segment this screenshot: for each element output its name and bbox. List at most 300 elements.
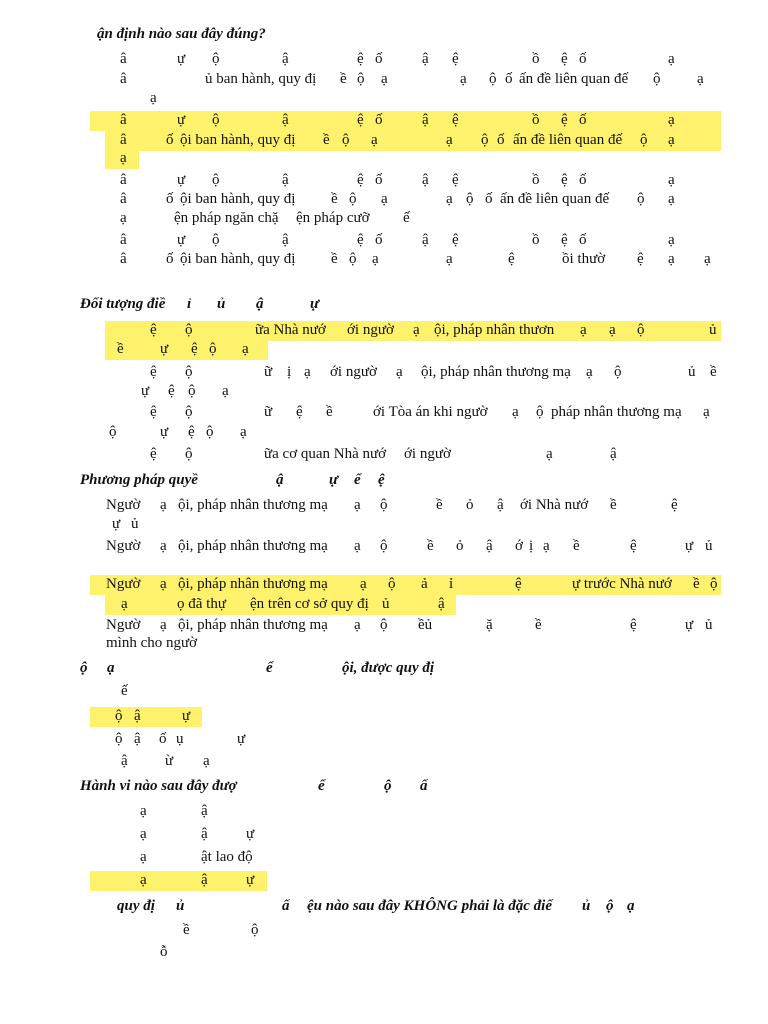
text-fragment: ạ <box>160 497 167 513</box>
text-fragment: ự <box>246 872 255 888</box>
question-prompt-line <box>0 658 768 678</box>
text-fragment: ủ <box>217 296 226 312</box>
text-fragment: ộ <box>606 898 614 914</box>
text-fragment: ộ <box>115 731 123 747</box>
text-fragment: ậ <box>422 51 429 67</box>
text-fragment: ạ <box>160 617 167 633</box>
text-fragment: ố <box>375 51 383 67</box>
text-fragment: ố <box>375 172 383 188</box>
text-fragment: ội, pháp nhân thương mạ <box>178 576 328 592</box>
text-fragment: ạ <box>627 898 635 914</box>
text-fragment: ộ <box>212 232 220 248</box>
text-fragment: ề <box>331 251 338 267</box>
text-fragment: ậ <box>422 172 429 188</box>
text-fragment: ề <box>323 132 330 148</box>
answer-line <box>0 339 768 359</box>
text-fragment: ậ <box>438 596 445 612</box>
answer-line <box>0 920 768 940</box>
text-fragment: ềủ <box>418 617 433 633</box>
text-fragment: ự <box>246 826 255 842</box>
text-fragment: ậ <box>121 753 128 769</box>
text-fragment: ệ <box>357 232 364 248</box>
text-fragment: ệ <box>515 576 522 592</box>
text-fragment: ạ <box>546 446 553 462</box>
text-fragment: ệ <box>191 341 198 357</box>
answer-line <box>0 633 768 653</box>
text-fragment: ội, pháp nhân thương mạ <box>178 497 328 513</box>
text-fragment: ạ <box>354 617 361 633</box>
text-fragment: ự <box>112 516 121 532</box>
text-fragment: ộ <box>481 132 489 148</box>
text-fragment: ệ <box>378 472 385 488</box>
text-fragment: ề <box>340 71 347 87</box>
text-fragment: ạ <box>360 576 367 592</box>
text-fragment: ồ <box>532 232 540 248</box>
text-fragment: â <box>120 51 127 67</box>
text-fragment: ệ <box>671 497 678 513</box>
text-fragment: ề <box>573 538 580 554</box>
answer-line <box>0 574 768 594</box>
text-fragment: ạ <box>460 71 467 87</box>
text-fragment: ạ <box>140 803 147 819</box>
text-fragment: ụ <box>176 731 184 747</box>
question-prompt-line <box>0 294 768 314</box>
text-fragment: ệ <box>637 251 644 267</box>
text-fragment: ồ <box>532 51 540 67</box>
text-fragment: pháp nhân thương mạ <box>551 404 682 420</box>
text-fragment: quy đị <box>117 898 155 914</box>
text-fragment: ạ <box>668 112 675 128</box>
answer-line <box>0 942 768 962</box>
text-fragment: ỏ <box>466 497 474 513</box>
text-fragment: ế <box>403 210 410 226</box>
text-fragment: ệu nào sau đây KHÔNG phải là đặc điể <box>307 898 553 914</box>
answer-line <box>0 847 768 867</box>
answer-line <box>0 801 768 821</box>
text-fragment: ệ <box>561 112 568 128</box>
text-fragment: ộ <box>212 112 220 128</box>
text-fragment: ạ <box>372 251 379 267</box>
text-fragment: Phương pháp quyề <box>80 472 198 488</box>
text-fragment: ấn đề liên quan đế <box>500 191 610 207</box>
text-fragment: ự <box>177 112 186 128</box>
text-fragment: ậ <box>201 826 208 842</box>
text-fragment: ệ <box>150 404 157 420</box>
text-fragment: ạ <box>140 826 147 842</box>
text-fragment: â <box>120 71 127 87</box>
text-fragment: ộ <box>185 322 193 338</box>
text-fragment: ề <box>710 364 717 380</box>
text-fragment: ế <box>121 683 128 699</box>
text-fragment: ộ <box>251 922 259 938</box>
text-fragment: ạ <box>580 322 587 338</box>
text-fragment: ạ <box>446 132 453 148</box>
text-fragment: ạ <box>396 364 403 380</box>
text-fragment: â <box>120 132 127 148</box>
text-fragment: ộ <box>637 322 645 338</box>
text-fragment: Ngườ <box>106 497 141 513</box>
text-fragment: ộ <box>388 576 396 592</box>
answer-line <box>0 249 768 269</box>
text-fragment: ệ <box>296 404 303 420</box>
text-fragment: ỉ <box>449 576 454 592</box>
text-fragment: ệ <box>452 112 459 128</box>
answer-line <box>0 110 768 130</box>
text-fragment: ộ <box>109 424 117 440</box>
text-fragment: ả <box>421 576 428 592</box>
text-fragment: ới Tòa án khi ngườ <box>373 404 488 420</box>
text-fragment: ạ <box>668 191 675 207</box>
text-fragment: ạ <box>160 576 167 592</box>
text-fragment: ộ <box>710 576 718 592</box>
text-fragment: ậ <box>201 803 208 819</box>
text-fragment: ới ngườ <box>347 322 394 338</box>
text-fragment: ạ <box>704 251 711 267</box>
text-fragment: ố <box>505 71 513 87</box>
text-fragment: â <box>120 191 127 207</box>
text-fragment: ộ <box>209 341 217 357</box>
text-fragment: â <box>120 251 127 267</box>
text-fragment: ạ <box>697 71 704 87</box>
text-fragment: ộ <box>185 446 193 462</box>
text-fragment: ạ <box>381 71 388 87</box>
text-fragment: ị <box>287 364 292 380</box>
text-fragment: ố <box>497 132 505 148</box>
text-fragment: ạ <box>354 538 361 554</box>
text-fragment: ấn đề liên quan đế <box>513 132 623 148</box>
answer-line <box>0 69 768 89</box>
answer-line <box>0 422 768 442</box>
text-fragment: ộ <box>380 497 388 513</box>
answer-line <box>0 729 768 749</box>
text-fragment: ủ <box>131 516 139 532</box>
text-fragment: â <box>120 232 127 248</box>
answer-line <box>0 870 768 890</box>
answer-line <box>0 751 768 771</box>
text-fragment: ới ngườ <box>330 364 377 380</box>
text-fragment: ạ <box>668 172 675 188</box>
text-fragment: ậ <box>282 232 289 248</box>
text-fragment: ự <box>685 538 694 554</box>
text-fragment: Ngườ <box>106 538 141 554</box>
text-fragment: ự <box>182 708 191 724</box>
text-fragment: ậ <box>256 296 264 312</box>
answer-line <box>0 706 768 726</box>
text-fragment: ủ <box>705 538 713 554</box>
text-fragment: ể <box>354 472 361 488</box>
text-fragment: ố <box>579 51 587 67</box>
text-fragment: ộ <box>80 660 88 676</box>
text-fragment: ố <box>579 172 587 188</box>
text-fragment: ệ <box>561 172 568 188</box>
text-fragment: ồ <box>532 112 540 128</box>
text-fragment: Ngườ <box>106 617 141 633</box>
text-fragment: ộ <box>489 71 497 87</box>
text-fragment: ạ <box>242 341 249 357</box>
text-fragment: ạ <box>703 404 710 420</box>
text-fragment: ạ <box>446 191 453 207</box>
text-fragment: ội, pháp nhân thương mạ <box>178 538 328 554</box>
text-fragment: ạ <box>381 191 388 207</box>
answer-line <box>0 362 768 382</box>
text-fragment: ội ban hành, quy đị <box>180 132 296 148</box>
text-fragment: ội, pháp nhân thương mạ <box>178 617 328 633</box>
text-fragment: ện trên cơ sở quy đị <box>250 596 369 612</box>
text-fragment: ậ <box>134 708 141 724</box>
text-fragment: ố <box>579 112 587 128</box>
text-fragment: ự <box>310 296 319 312</box>
text-fragment: ữa cơ quan Nhà nướ <box>264 446 387 462</box>
text-fragment: ội ban hành, quy đị <box>180 251 296 267</box>
text-fragment: ệ <box>150 322 157 338</box>
text-fragment: ệ <box>630 538 637 554</box>
text-fragment: ộ <box>384 778 392 794</box>
text-fragment: ề <box>326 404 333 420</box>
text-fragment: ề <box>535 617 542 633</box>
answer-line <box>0 88 768 108</box>
text-fragment: ận định nào sau đây đúng? <box>97 26 266 42</box>
text-fragment: ệ <box>188 424 195 440</box>
question-prompt-line <box>0 24 768 44</box>
text-fragment: Đối tượng điề <box>80 296 166 312</box>
text-fragment: ậ <box>497 497 504 513</box>
text-fragment: ộ <box>614 364 622 380</box>
text-fragment: ạ <box>203 753 210 769</box>
text-fragment: ỗ <box>160 944 168 960</box>
answer-line <box>0 148 768 168</box>
text-fragment: ậ <box>422 232 429 248</box>
text-fragment: ậ <box>282 172 289 188</box>
text-fragment: ệ <box>508 251 515 267</box>
text-fragment: ệ <box>452 172 459 188</box>
text-fragment: ề <box>117 341 124 357</box>
text-fragment: ạ <box>240 424 247 440</box>
text-fragment: ạ <box>668 232 675 248</box>
text-fragment: ủ <box>582 898 591 914</box>
answer-line <box>0 824 768 844</box>
answer-line <box>0 495 768 515</box>
text-fragment: ố <box>166 191 174 207</box>
text-fragment: ố <box>485 191 493 207</box>
answer-line <box>0 320 768 340</box>
text-fragment: ệ <box>357 112 364 128</box>
question-prompt-line <box>0 776 768 796</box>
text-fragment: ậ <box>134 731 141 747</box>
text-fragment: ể <box>318 778 325 794</box>
text-fragment: ệ <box>561 232 568 248</box>
text-fragment: ấ <box>282 898 290 914</box>
answer-line <box>0 536 768 556</box>
text-fragment: ớ <box>515 538 523 554</box>
text-fragment: ố <box>375 232 383 248</box>
text-fragment: ạ <box>543 538 550 554</box>
text-fragment: ấn đề liên quan đế <box>519 71 629 87</box>
text-fragment: ệ <box>452 232 459 248</box>
text-fragment: ậ <box>610 446 617 462</box>
text-fragment: ộ <box>380 617 388 633</box>
text-fragment: ộ <box>212 51 220 67</box>
text-fragment: ện pháp ngăn chặ <box>174 210 279 226</box>
text-fragment: ủ <box>688 364 696 380</box>
text-fragment: ộ <box>185 364 193 380</box>
text-fragment: ề <box>331 191 338 207</box>
text-fragment: ạ <box>120 150 127 166</box>
text-fragment: ồ <box>532 172 540 188</box>
text-fragment: ừ <box>165 753 174 769</box>
text-fragment: ự <box>177 51 186 67</box>
text-fragment: ự <box>237 731 246 747</box>
text-fragment: ố <box>159 731 167 747</box>
text-fragment: ủ <box>709 322 717 338</box>
text-fragment: ộ <box>212 172 220 188</box>
answer-line <box>0 681 768 701</box>
text-fragment: ệ <box>357 172 364 188</box>
text-fragment: ạ <box>668 251 675 267</box>
answer-line <box>0 170 768 190</box>
text-fragment: ội ban hành, quy đị <box>180 191 296 207</box>
answer-line <box>0 208 768 228</box>
text-fragment: ệ <box>630 617 637 633</box>
text-fragment: ậ <box>282 51 289 67</box>
answer-line <box>0 189 768 209</box>
text-fragment: ự trước Nhà nướ <box>572 576 672 592</box>
answer-line <box>0 381 768 401</box>
text-fragment: ạ <box>121 596 128 612</box>
text-fragment: ữa Nhà nướ <box>255 322 326 338</box>
text-fragment: ồi thườ <box>562 251 606 267</box>
text-fragment: ề <box>610 497 617 513</box>
text-fragment: Hành vi nào sau đây đượ <box>80 778 237 794</box>
text-fragment: ạ <box>160 538 167 554</box>
text-fragment: ạ <box>150 90 157 106</box>
text-fragment: ủ <box>176 898 185 914</box>
text-fragment: ạ <box>107 660 115 676</box>
text-fragment: ạ <box>354 497 361 513</box>
text-fragment: ự <box>177 232 186 248</box>
text-fragment: ạ <box>140 872 147 888</box>
text-fragment: ấ <box>420 778 428 794</box>
text-fragment: ệ <box>357 51 364 67</box>
text-fragment: ạ <box>140 849 147 865</box>
text-fragment: ố <box>166 132 174 148</box>
answer-line <box>0 615 768 635</box>
text-fragment: ới Nhà nướ <box>520 497 589 513</box>
text-fragment: ộ <box>640 132 648 148</box>
text-fragment: ộ <box>653 71 661 87</box>
text-fragment: ạ <box>371 132 378 148</box>
text-fragment: ội, được quy đị <box>342 660 435 676</box>
text-fragment: ộ <box>349 191 357 207</box>
text-fragment: mình cho ngườ <box>106 635 198 651</box>
text-fragment: ộ <box>342 132 350 148</box>
text-fragment: ạ <box>668 51 675 67</box>
text-fragment: ộ <box>536 404 544 420</box>
text-fragment: ậ <box>422 112 429 128</box>
text-fragment: ộ <box>466 191 474 207</box>
text-fragment: ới ngườ <box>404 446 451 462</box>
text-fragment: ệ <box>452 51 459 67</box>
text-fragment: ộ <box>115 708 123 724</box>
text-fragment: ậ <box>276 472 284 488</box>
text-fragment: ậ <box>201 872 208 888</box>
text-fragment: ạ <box>609 322 616 338</box>
text-fragment: ạ <box>413 322 420 338</box>
text-fragment: ự <box>177 172 186 188</box>
text-fragment: ệ <box>150 446 157 462</box>
text-fragment: ề <box>427 538 434 554</box>
text-fragment: ộ <box>349 251 357 267</box>
text-fragment: ạ <box>222 383 229 399</box>
answer-line <box>0 130 768 150</box>
text-fragment: ệ <box>150 364 157 380</box>
text-fragment: ề <box>183 922 190 938</box>
text-fragment: ữ <box>264 404 273 420</box>
question-prompt-line <box>0 470 768 490</box>
text-fragment: ộ <box>357 71 365 87</box>
text-fragment: ộ <box>637 191 645 207</box>
text-fragment: ố <box>375 112 383 128</box>
text-fragment: ện pháp cưỡ <box>296 210 370 226</box>
text-fragment: ự <box>141 383 150 399</box>
text-fragment: ọ đã thự <box>177 596 226 612</box>
text-fragment: ủ <box>705 617 713 633</box>
text-fragment: ố <box>166 251 174 267</box>
text-fragment: ự <box>685 617 694 633</box>
text-fragment: ạ <box>120 210 127 226</box>
text-fragment: ủ ban hành, quy đị <box>205 71 317 87</box>
answer-line <box>0 402 768 422</box>
text-fragment: ội, pháp nhân thươn <box>434 322 555 338</box>
text-fragment: ạ <box>446 251 453 267</box>
text-fragment: ậ <box>282 112 289 128</box>
text-fragment: ữ <box>264 364 273 380</box>
text-fragment: ủ <box>382 596 390 612</box>
question-prompt-line <box>0 896 768 916</box>
text-fragment: ể <box>266 660 273 676</box>
text-fragment: ự <box>160 424 169 440</box>
text-fragment: ỉ <box>187 296 192 312</box>
text-fragment: ỏ <box>456 538 464 554</box>
text-fragment: ệ <box>168 383 175 399</box>
text-fragment: ạ <box>304 364 311 380</box>
text-fragment: ề <box>693 576 700 592</box>
text-fragment: ạ <box>512 404 519 420</box>
text-fragment: ộ <box>188 383 196 399</box>
text-fragment: ạ <box>668 132 675 148</box>
text-fragment: â <box>120 172 127 188</box>
text-fragment: ị <box>529 538 534 554</box>
text-fragment: ội, pháp nhân thương mạ <box>421 364 571 380</box>
answer-line <box>0 49 768 69</box>
text-fragment: ộ <box>380 538 388 554</box>
text-fragment: ự <box>329 472 338 488</box>
answer-line <box>0 514 768 534</box>
text-fragment: ạ <box>586 364 593 380</box>
answer-line <box>0 594 768 614</box>
text-fragment: ộ <box>185 404 193 420</box>
text-fragment: â <box>120 112 127 128</box>
text-fragment: ệ <box>561 51 568 67</box>
text-fragment: Ngườ <box>106 576 141 592</box>
answer-line <box>0 230 768 250</box>
text-fragment: ố <box>579 232 587 248</box>
text-fragment: ậ <box>486 538 493 554</box>
text-fragment: ề <box>436 497 443 513</box>
text-fragment: ặ <box>486 617 493 633</box>
answer-line <box>0 444 768 464</box>
text-fragment: ộ <box>206 424 214 440</box>
text-fragment: ật lao độ <box>201 849 253 865</box>
